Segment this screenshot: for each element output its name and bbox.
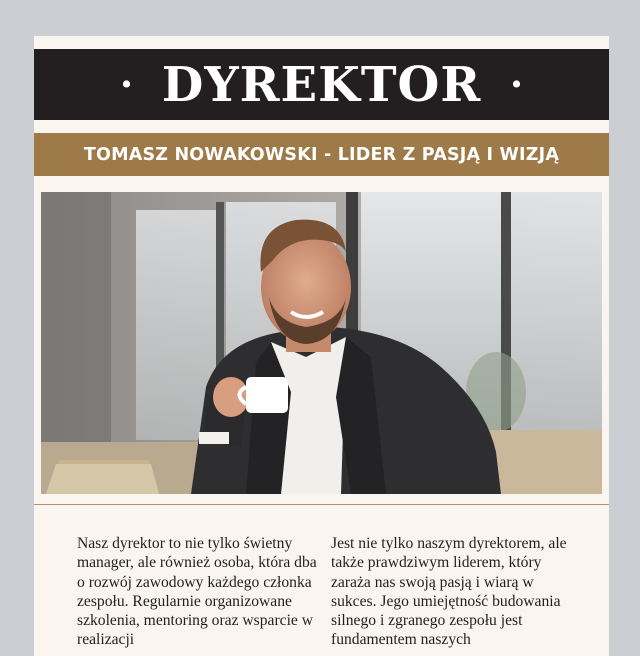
document-page [34,36,609,656]
article-column-left: Nasz dyrektor to nie tylko świetny manager, ale również osoba, która dba o rozwój zawodowy każdego członka zespołu. Regularnie organizowane szkolenia, mentoring oraz wsparcie w realizacji [77,535,317,649]
article-column-right: Jest nie tylko naszym dyrektorem, ale także prawdziwym liderem, który zaraża nas swoją pasją i wiarą w sukces. Jego umiejętność budowania silnego i zgranego zespołu jest fundamentem naszych [331,535,567,649]
title-dot-right: • [511,67,522,101]
page-subtitle: TOMASZ NOWAKOWSKI - LIDER Z PASJĄ I WIZJĄ [83,144,560,165]
director-photo [41,192,602,494]
title-banner [34,49,609,120]
title-dot-left: • [121,67,132,101]
section-divider [34,504,609,505]
page-title: DYREKTOR [161,56,482,113]
subtitle-banner [34,133,609,176]
